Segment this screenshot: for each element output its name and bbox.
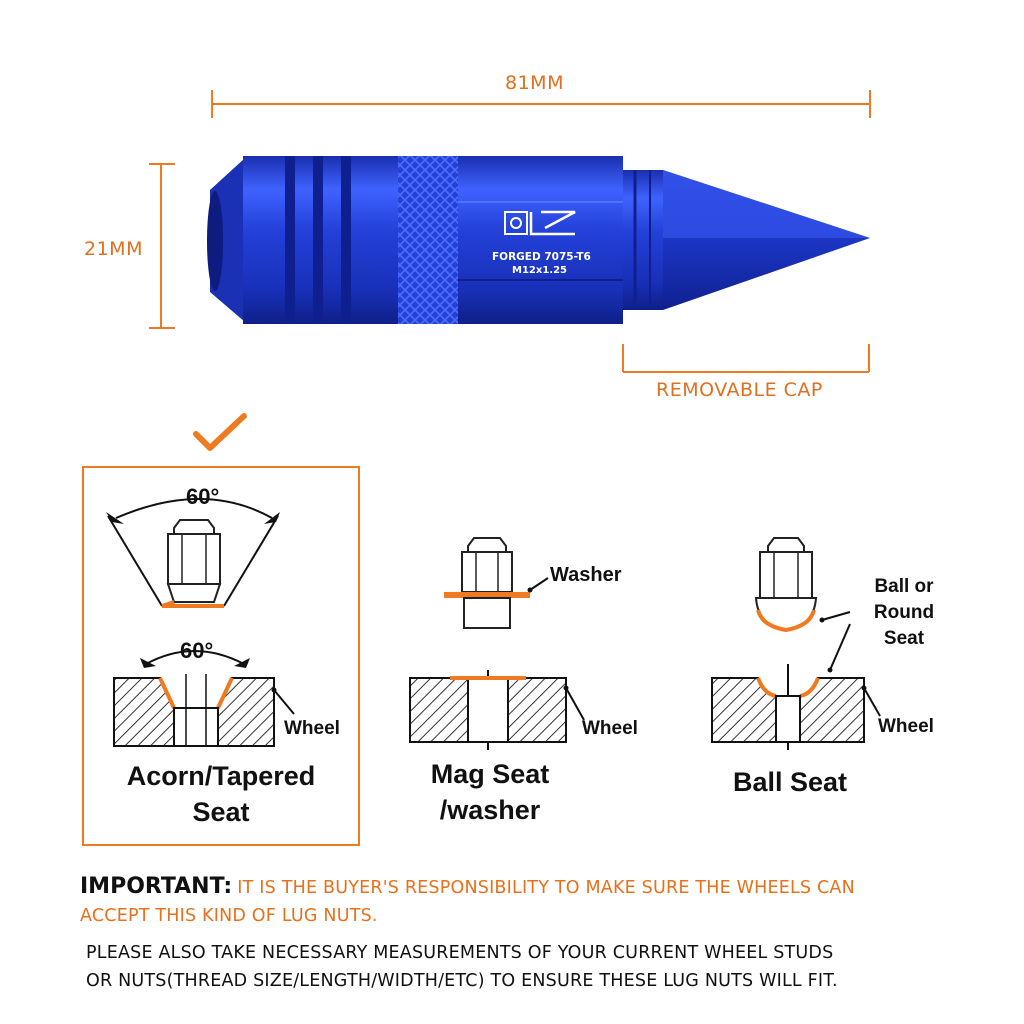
note-line1: PLEASE ALSO TAKE NECESSARY MEASUREMENTS OF YOUR CURRENT WHEEL STUDS (86, 943, 834, 963)
important-text-line2: ACCEPT THIS KIND OF LUG NUTS. (80, 906, 378, 926)
acorn-seat-panel (82, 466, 360, 846)
acorn-seat-diagram (84, 468, 358, 758)
mag-seat-title-line2: /washer (439, 795, 541, 825)
ball-seat-label-line3: Seat (883, 628, 925, 649)
spiked-lug-nut-image (205, 150, 885, 340)
mag-wheel-label: Wheel (582, 718, 638, 739)
important-label: IMPORTANT: (80, 874, 233, 899)
width-label: 21MM (84, 238, 143, 260)
ball-seat-label-line2: Round (873, 602, 935, 623)
acorn-angle-top-label: 60° (186, 484, 220, 509)
acorn-angle-bottom-label: 60° (180, 638, 214, 663)
important-text-line1: IT IS THE BUYER'S RESPONSIBILITY TO MAKE SURE THE WHEELS CAN (237, 878, 855, 898)
acorn-seat-title-line2: Seat (192, 797, 250, 827)
engraving-line-1: FORGED 7075-T6 (492, 251, 591, 263)
mag-seat-panel (400, 530, 660, 830)
ball-wheel-label: Wheel (878, 716, 934, 737)
note-line2: OR NUTS(THREAD SIZE/LENGTH/WIDTH/ETC) TO ENSURE THESE LUG NUTS WILL FIT. (86, 971, 838, 991)
length-label: 81MM (505, 72, 564, 94)
checkmark-icon (192, 412, 248, 456)
washer-label: Washer (550, 564, 622, 586)
acorn-wheel-label: Wheel (284, 718, 340, 739)
ball-seat-label-line1: Ball or (874, 576, 934, 597)
acorn-seat-title-line1: Acorn/Tapered (126, 761, 316, 791)
width-dimension-line (145, 160, 181, 332)
important-notice (80, 874, 980, 899)
removable-cap-label: REMOVABLE CAP (656, 379, 823, 401)
ball-seat-title: Ball Seat (732, 767, 848, 797)
ball-seat-panel (700, 530, 970, 810)
mag-seat-diagram (400, 530, 660, 750)
engraving-line-2: M12x1.25 (512, 265, 567, 276)
cap-bracket-line (615, 340, 879, 380)
mag-seat-title-line1: Mag Seat (430, 759, 550, 789)
